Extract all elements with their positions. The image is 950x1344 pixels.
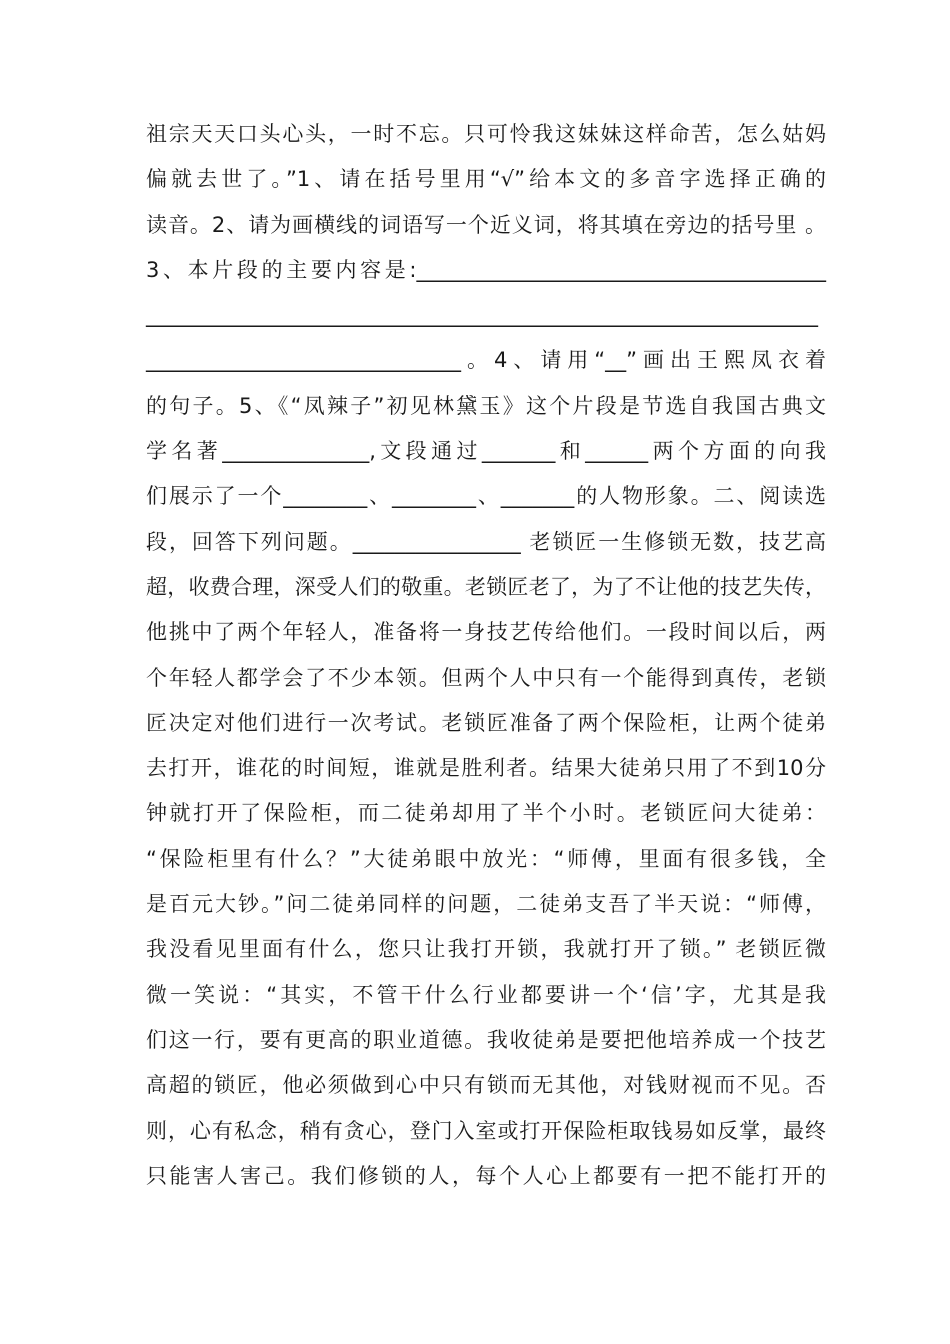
- document-body: [146, 112, 826, 1199]
- text-line: “保险柜里有什么？”大徒弟眼中放光：“师傅，里面有很多钱，全: [146, 846, 826, 871]
- text-line: 微一笑说：“其实，不管干什么行业都要讲一个‘信’字，尤其是我: [146, 982, 826, 1007]
- text-line: 祖宗天天口头心头，一时不忘。只可怜我这妹妹这样命苦，怎么姑妈: [146, 122, 826, 146]
- text-line: 我没看见里面有什么，您只让我打开锁，我就打开了锁。” 老锁匠微: [146, 937, 826, 962]
- text-line: 个年轻人都学会了不少本领。但两个人中只有一个能得到真传，老锁: [146, 665, 826, 690]
- text-line: 偏就去世了。”1、请在括号里用“√”给本文的多音字选择正确的: [146, 167, 826, 192]
- text-line: 们这一行，要有更高的职业道德。我收徒弟是要把他培养成一个技艺: [146, 1027, 826, 1052]
- text-line: 只能害人害己。我们修锁的人，每个人心上都要有一把不能打开的: [146, 1163, 826, 1188]
- text-line: 们展示了一个________、________、_______的人物形象。二、阅读选: [146, 484, 826, 509]
- text-line: 他挑中了两个年轻人，准备将一身技艺传给他们。一段时间以后，两: [146, 620, 826, 645]
- text-line: 读音。2、请为画横线的词语写一个近义词，将其填在旁边的括号里 。: [146, 212, 826, 237]
- text-line: 钟就打开了保险柜，而二徒弟却用了半个小时。老锁匠问大徒弟：: [146, 801, 826, 826]
- text-line: 段，回答下列问题。________________ 老锁匠一生修锁无数，技艺高: [146, 529, 826, 554]
- text-line: ______________________________。4、请用“__”画出王熙凤衣着: [146, 348, 826, 373]
- text-line: 超，收费合理，深受人们的敬重。老锁匠老了，为了不让他的技艺失传，: [146, 574, 826, 599]
- text-line: 的句子。5、《“凤辣子”初见林黛玉》这个片段是节选自我国古典文: [146, 393, 826, 418]
- text-line: 高超的锁匠，他必须做到心中只有锁而无其他，对钱财视而不见。否: [146, 1073, 826, 1098]
- text-line: 学名著______________,文段通过_______和______两个方面的向我: [146, 439, 826, 464]
- text-line: 匠决定对他们进行一次考试。老锁匠准备了两个保险柜，让两个徒弟: [146, 710, 826, 735]
- text-line: 则，心有私念，稍有贪心，登门入室或打开保险柜取钱易如反掌，最终: [146, 1118, 826, 1143]
- text-line: ________________________________________________________________: [146, 303, 818, 328]
- text-line: 是百元大钞。”问二徒弟同样的问题，二徒弟支吾了半天说：“师傅，: [146, 892, 826, 917]
- text-line: 3、本片段的主要内容是:_______________________________________: [146, 257, 826, 282]
- text-line: 去打开，谁花的时间短，谁就是胜利者。结果大徒弟只用了不到10分: [146, 756, 826, 781]
